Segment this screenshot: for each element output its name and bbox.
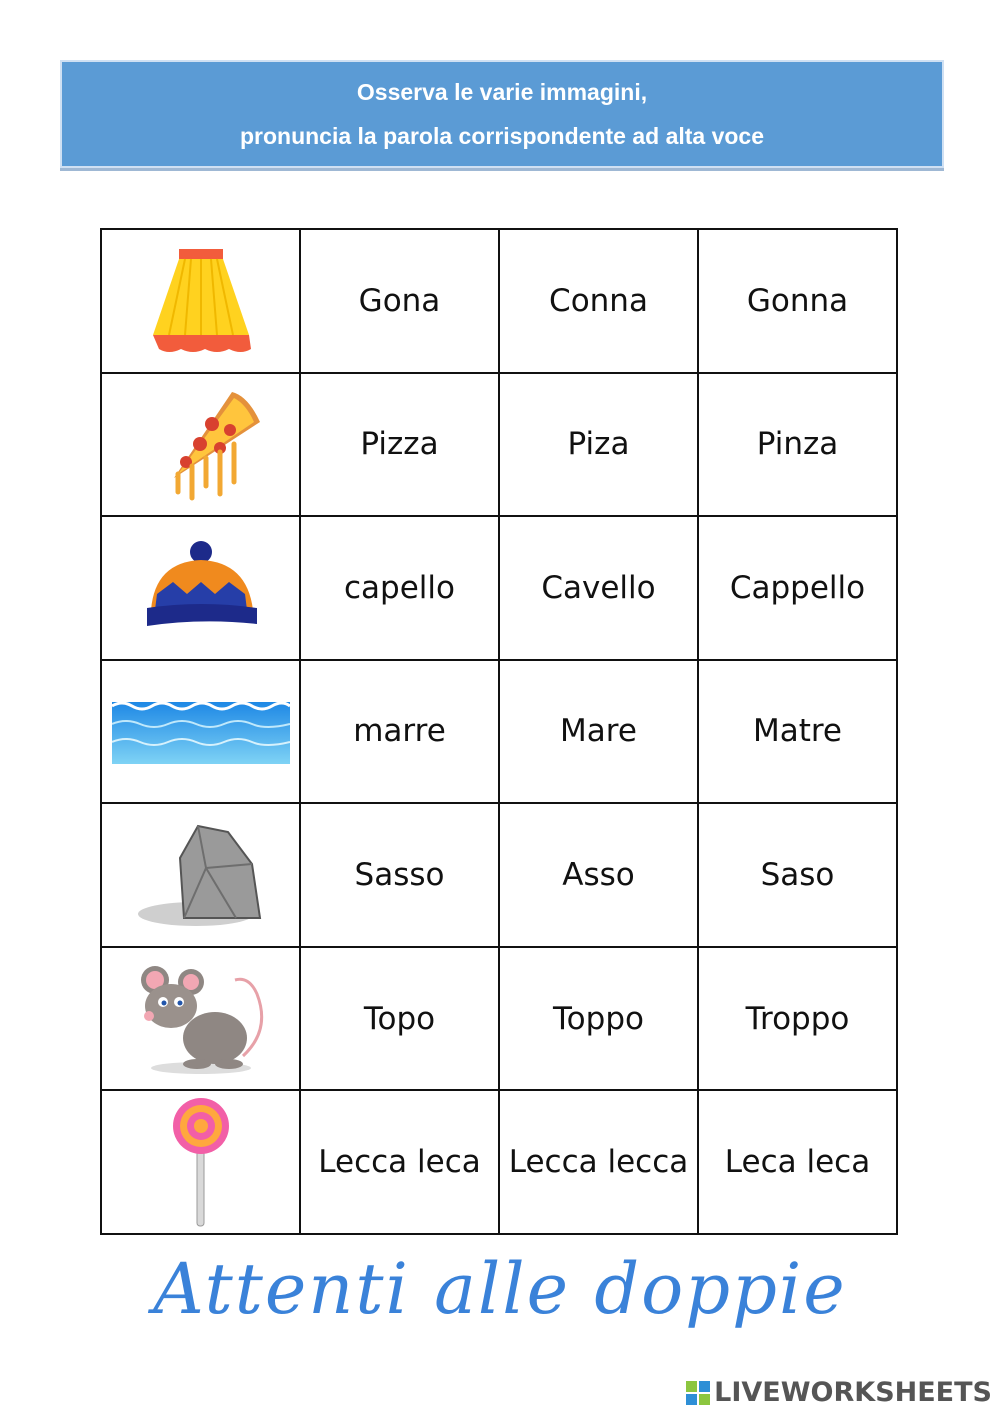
brand-logo xyxy=(686,1377,992,1408)
word-option[interactable]: Toppo xyxy=(499,947,698,1091)
rock-icon xyxy=(136,818,266,932)
word-option[interactable]: marre xyxy=(300,660,499,804)
footer-title: Attenti alle doppie xyxy=(153,1248,847,1330)
sea-icon xyxy=(112,696,290,766)
instructions-line-2: pronuncia la parola corrispondente ad alta voce xyxy=(239,123,765,149)
word-option[interactable]: Sasso xyxy=(300,803,499,947)
pizza-icon xyxy=(136,382,266,506)
table-row xyxy=(101,373,897,517)
table-row xyxy=(101,229,897,373)
table-row xyxy=(101,1090,897,1234)
liveworksheets-logo-icon xyxy=(686,1381,710,1405)
word-option[interactable]: Troppo xyxy=(698,947,897,1091)
table-row xyxy=(101,947,897,1091)
mouse-icon xyxy=(131,960,271,1078)
word-option[interactable]: Saso xyxy=(698,803,897,947)
word-choice-table xyxy=(100,228,898,1235)
word-option[interactable]: Pizza xyxy=(300,373,499,517)
word-option[interactable]: Asso xyxy=(499,803,698,947)
instructions-line-1: Osserva le varie immagini, xyxy=(356,79,648,105)
table-row xyxy=(101,516,897,660)
word-option[interactable]: Lecca lecca xyxy=(499,1090,698,1234)
wool-hat-icon xyxy=(121,538,281,638)
table-row xyxy=(101,803,897,947)
picture-cell xyxy=(101,947,300,1091)
word-option[interactable]: Conna xyxy=(499,229,698,373)
word-option[interactable]: Leca leca xyxy=(698,1090,897,1234)
picture-cell xyxy=(101,1090,300,1234)
picture-cell xyxy=(101,660,300,804)
picture-cell xyxy=(101,516,300,660)
instructions-banner xyxy=(60,60,944,168)
skirt-icon xyxy=(145,245,257,357)
picture-cell xyxy=(101,803,300,947)
brand-name: LIVEWORKSHEETS xyxy=(714,1377,992,1408)
word-option[interactable]: Pinza xyxy=(698,373,897,517)
picture-cell xyxy=(101,229,300,373)
word-option[interactable]: Mare xyxy=(499,660,698,804)
word-option[interactable]: Cavello xyxy=(499,516,698,660)
lollipop-icon xyxy=(166,1096,236,1228)
word-option[interactable]: Lecca leca xyxy=(300,1090,499,1234)
word-option[interactable]: Matre xyxy=(698,660,897,804)
word-option[interactable]: Topo xyxy=(300,947,499,1091)
picture-cell xyxy=(101,373,300,517)
word-option[interactable]: capello xyxy=(300,516,499,660)
word-option[interactable]: Gona xyxy=(300,229,499,373)
word-option[interactable]: Piza xyxy=(499,373,698,517)
word-option[interactable]: Gonna xyxy=(698,229,897,373)
table-row xyxy=(101,660,897,804)
word-option[interactable]: Cappello xyxy=(698,516,897,660)
